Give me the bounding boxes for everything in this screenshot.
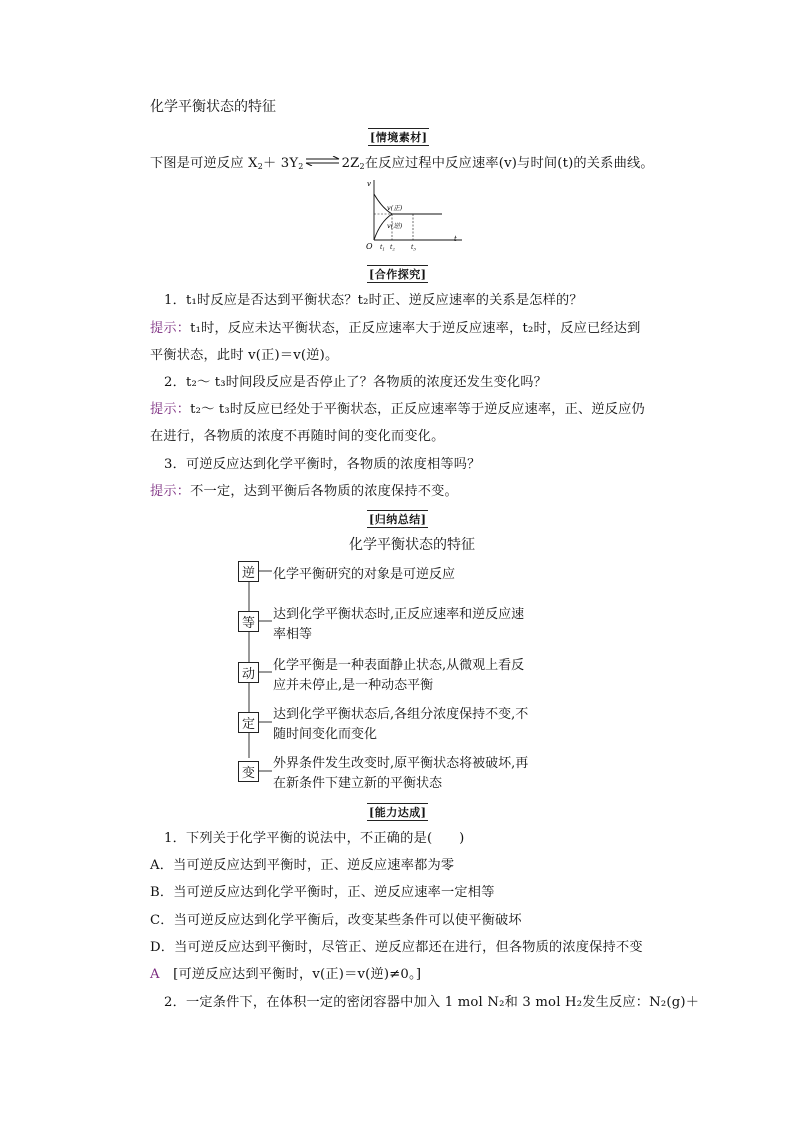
exercise-question-1: 1．下列关于化学平衡的说法中，不正确的是( ) — [164, 831, 465, 846]
hint-1-line1 — [150, 317, 641, 336]
summary-item-dong-line1: 化学平衡是一种表面静止状态,从微观上看反 — [273, 658, 525, 673]
scenario-intro — [150, 152, 654, 171]
rate-time-chart — [364, 176, 464, 251]
summary-box-bian: 变 — [238, 761, 259, 782]
x-tick-label: $t_1$ — [380, 244, 385, 251]
answer-text: [可逆反应达到平衡时，v(正)＝v(逆)≠0。] — [173, 967, 422, 982]
intro-plus: ＋ 3Y — [263, 156, 299, 171]
intro-pre: 下图是可逆反应 X — [150, 156, 258, 171]
origin-label: O — [366, 242, 373, 251]
option-b: B．当可逆反应达到化学平衡时，正、逆反应速率一定相等 — [150, 885, 495, 900]
summary-item-bian-line2: 在新条件下建立新的平衡状态 — [273, 776, 443, 791]
hint-label: 提示： — [150, 484, 191, 499]
hint-3-line1 — [150, 480, 458, 499]
hint-text: t₂～ t₃时反应已经处于平衡状态，正反应速率等于逆反应速率，正、逆反应仍 — [190, 402, 645, 417]
option-d: D．当可逆反应达到平衡时，尽管正、逆反应都还在进行，但各物质的浓度保持不变 — [150, 940, 643, 955]
summary-item-ding-line1: 达到化学平衡状态后,各组分浓度保持不变,不 — [273, 707, 529, 722]
tag-ability: [能力达成] — [367, 803, 428, 821]
summary-box-dong: 动 — [238, 662, 259, 683]
sub: 2 — [298, 162, 304, 171]
summary-item-dong-line2: 应并未停止,是一种动态平衡 — [273, 678, 434, 693]
option-c: C．当可逆反应达到化学平衡后，改变某些条件可以使平衡破坏 — [150, 913, 522, 928]
summary-item-deng-line2: 率相等 — [273, 627, 313, 642]
tag-summary: [归纳总结] — [367, 510, 428, 528]
x-tick-label: $t_2$ — [390, 244, 395, 251]
hint-label: 提示： — [150, 321, 191, 336]
reversible-arrow-icon — [305, 156, 341, 166]
y-axis-label: v — [367, 180, 371, 188]
series-label-reverse: v(逆) — [387, 222, 403, 230]
summary-item-ding-line2: 随时间变化而变化 — [273, 727, 378, 742]
tag-explore: [合作探究] — [367, 265, 428, 283]
intro-product: 2Z — [341, 156, 360, 171]
summary-title: 化学平衡状态的特征 — [349, 537, 475, 553]
hint-1-line2: 平衡状态，此时 v(正)＝v(逆)。 — [150, 348, 339, 363]
series-label-forward: v(正) — [387, 204, 403, 212]
sub: 2 — [257, 162, 263, 171]
sub: 2 — [359, 162, 365, 171]
section-title: 化学平衡状态的特征 — [150, 99, 276, 115]
tag-scenario: [情境素材] — [368, 128, 429, 146]
summary-item-bian-line1: 外界条件发生改变时,原平衡状态将被破坏,再 — [273, 756, 529, 771]
summary-box-deng: 等 — [238, 611, 259, 632]
summary-box-ni: 逆 — [238, 561, 259, 582]
answer-line — [150, 963, 421, 982]
x-tick-label: $t_3$ — [411, 244, 416, 251]
hint-text: t₁时，反应未达平衡状态，正反应速率大于逆反应速率，t₂时，反应已经达到 — [190, 321, 641, 336]
option-a: A．当可逆反应达到平衡时，正、逆反应速率都为零 — [150, 858, 455, 873]
intro-post: 在反应过程中反应速率(v)与时间(t)的关系曲线。 — [364, 156, 654, 171]
hint-label: 提示： — [150, 402, 191, 417]
summary-box-ding: 定 — [238, 712, 259, 733]
question-3: 3．可逆反应达到化学平衡时，各物质的浓度相等吗？ — [164, 457, 481, 472]
hint-2-line1 — [150, 398, 645, 417]
question-1: 1．t₁时反应是否达到平衡状态？t₂时正、逆反应速率的关系是怎样的？ — [164, 293, 583, 308]
hint-text: 不一定，达到平衡后各物质的浓度保持不变。 — [190, 484, 458, 499]
question-2: 2．t₂～ t₃时间段反应是否停止了？各物质的浓度还发生变化吗？ — [164, 375, 548, 390]
answer-letter: A — [150, 967, 160, 982]
summary-item-ni: 化学平衡研究的对象是可逆反应 — [273, 567, 456, 582]
x-axis-label: t — [454, 235, 457, 243]
exercise-question-2: 2．一定条件下，在体积一定的密闭容器中加入 1 mol N₂和 3 mol H₂发生反应：N₂(g)＋ — [164, 995, 700, 1010]
hint-2-line2: 在进行，各物质的浓度不再随时间的变化而变化。 — [150, 429, 445, 444]
summary-item-deng-line1: 达到化学平衡状态时,正反应速率和逆反应速 — [273, 607, 525, 622]
